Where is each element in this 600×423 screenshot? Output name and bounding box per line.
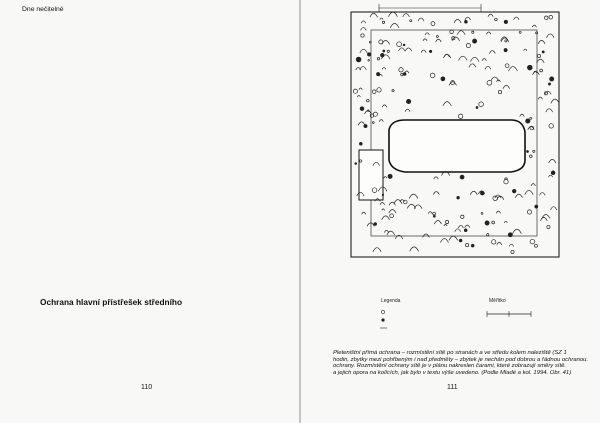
post-mark <box>492 221 495 224</box>
figure-caption <box>333 350 593 377</box>
text-line <box>22 79 286 87</box>
body-text <box>22 71 286 326</box>
post-mark <box>459 239 462 242</box>
text-line <box>22 139 286 147</box>
text-line <box>22 347 286 355</box>
caption-line: a jejich opora na kolících, jak bylo v textu výše uvedeno. (Podle Mladé a kol. 1994. Obr. 41) <box>333 370 572 377</box>
post-mark <box>485 221 489 225</box>
post-mark <box>513 229 522 233</box>
text-line <box>22 109 286 117</box>
post-mark <box>436 39 442 42</box>
text-line <box>22 71 286 79</box>
text-line <box>22 206 286 214</box>
post-mark <box>403 14 410 17</box>
post-mark <box>452 37 460 41</box>
post-mark <box>443 54 450 58</box>
legend-text: Legenda <box>381 298 401 304</box>
side-structure-outline <box>359 150 383 200</box>
post-mark <box>382 68 386 70</box>
text-line <box>22 354 286 362</box>
post-mark <box>546 109 553 112</box>
text-line <box>22 289 286 297</box>
post-mark <box>492 240 496 244</box>
right-page <box>301 0 600 423</box>
post-mark <box>549 15 553 19</box>
caption-line: Pleteništní přímá ochrana – rozmístění sítě po stranách a ve středu kolem naleziště (SZ 1 <box>333 350 567 356</box>
post-mark <box>434 221 441 225</box>
post-mark <box>397 42 402 47</box>
post-mark <box>381 53 385 57</box>
post-mark <box>540 193 546 196</box>
text-line <box>22 229 286 237</box>
post-mark <box>496 211 501 213</box>
header-line <box>22 14 286 22</box>
post-mark <box>405 48 412 51</box>
post-mark <box>382 209 385 211</box>
post-mark <box>549 175 553 177</box>
post-mark <box>545 16 548 19</box>
post-mark <box>370 13 378 17</box>
text-line <box>22 221 286 229</box>
post-mark <box>547 225 550 228</box>
post-mark <box>454 19 461 23</box>
text-line <box>22 324 286 332</box>
post-mark <box>538 54 541 57</box>
post-mark <box>372 122 374 124</box>
post-mark <box>515 194 522 198</box>
post-mark <box>479 102 484 107</box>
text-line <box>22 332 286 340</box>
post-mark <box>372 90 376 94</box>
post-mark <box>382 216 390 220</box>
post-mark <box>551 207 557 210</box>
post-mark <box>504 20 507 23</box>
post-mark <box>535 205 538 208</box>
post-mark <box>538 40 545 44</box>
post-mark <box>466 43 470 47</box>
post-mark <box>520 114 525 116</box>
post-mark <box>356 57 361 62</box>
post-mark <box>533 150 535 152</box>
post-mark <box>433 192 439 195</box>
text-line <box>22 199 286 207</box>
post-mark <box>524 49 527 51</box>
post-mark <box>538 97 542 99</box>
post-mark <box>540 217 547 220</box>
post-mark <box>519 31 521 33</box>
post-mark <box>512 189 516 193</box>
header-line: Dne nečitelné <box>22 6 64 13</box>
post-mark <box>449 236 458 240</box>
svg-text:Měřítko: Měřítko <box>489 298 506 304</box>
post-mark <box>390 24 399 28</box>
post-mark <box>551 99 560 103</box>
post-mark <box>362 212 366 214</box>
post-mark <box>399 68 403 72</box>
post-mark <box>489 51 495 54</box>
post-mark <box>465 20 468 23</box>
post-mark <box>535 244 538 247</box>
post-mark <box>530 155 533 158</box>
post-mark <box>536 32 538 34</box>
post-mark <box>465 17 471 20</box>
post-mark <box>503 85 510 88</box>
text-line <box>22 146 286 154</box>
post-mark <box>542 51 544 53</box>
page-number: 110 <box>141 384 153 391</box>
post-mark <box>525 190 534 194</box>
text-line <box>22 131 286 139</box>
post-mark <box>369 41 371 43</box>
post-mark <box>434 177 439 179</box>
section-heading: Ochrana hlavní přístřešek středního <box>40 297 183 307</box>
post-mark <box>481 213 483 215</box>
post-mark <box>353 89 357 93</box>
text-line <box>22 124 286 132</box>
post-mark <box>428 212 432 214</box>
text-line <box>22 94 286 102</box>
post-mark <box>459 56 468 60</box>
text-line <box>22 176 286 184</box>
post-mark <box>527 65 532 70</box>
text-line <box>22 274 286 282</box>
post-mark <box>401 73 403 75</box>
post-mark <box>458 114 462 118</box>
post-mark <box>361 34 364 37</box>
post-mark <box>505 64 509 68</box>
post-mark <box>504 221 507 223</box>
post-mark <box>421 50 426 53</box>
post-mark <box>431 22 435 26</box>
post-mark <box>410 247 419 251</box>
post-mark <box>550 77 554 81</box>
post-mark <box>526 119 530 123</box>
text-line <box>22 101 286 109</box>
text-line <box>22 169 286 177</box>
post-mark <box>359 88 362 90</box>
post-mark <box>487 234 489 236</box>
post-mark <box>469 64 476 68</box>
text-line <box>22 259 286 267</box>
post-mark <box>384 230 389 232</box>
post-mark <box>406 99 410 103</box>
text-line <box>22 154 286 162</box>
post-mark <box>410 20 412 22</box>
post-mark <box>461 215 464 218</box>
section-text <box>22 309 286 377</box>
post-mark <box>488 14 493 17</box>
post-mark <box>374 223 377 226</box>
post-mark <box>382 105 387 107</box>
post-mark <box>360 49 367 53</box>
text-line <box>22 266 286 274</box>
post-mark <box>460 175 464 179</box>
post-mark <box>471 244 474 247</box>
post-mark <box>547 34 555 38</box>
caption-line: ochrany. Rozmístění ochrany sítě je v plánu nakreslen čarami, které zobrazují směry sítě. <box>333 363 566 370</box>
post-mark <box>440 239 448 243</box>
post-mark <box>514 17 520 20</box>
post-mark <box>549 159 556 163</box>
post-mark <box>380 18 383 20</box>
post-mark <box>436 36 438 38</box>
post-mark <box>551 171 555 175</box>
plan-legend <box>380 298 531 328</box>
post-mark <box>450 30 454 34</box>
post-mark <box>511 250 514 253</box>
post-mark <box>383 50 385 52</box>
post-mark <box>457 31 465 35</box>
post-mark <box>418 18 424 21</box>
post-mark <box>403 44 405 46</box>
post-mark <box>379 120 383 122</box>
post-mark <box>380 203 385 205</box>
post-mark <box>446 220 449 223</box>
post-mark <box>377 58 379 60</box>
post-mark <box>384 177 387 179</box>
post-mark <box>361 28 367 31</box>
text-line <box>22 339 286 347</box>
post-mark <box>464 229 467 232</box>
text-line <box>22 86 286 94</box>
post-mark <box>433 215 435 217</box>
header-line <box>22 21 286 29</box>
post-mark <box>498 91 501 94</box>
post-mark <box>476 107 478 109</box>
post-mark <box>355 163 357 165</box>
post-mark <box>388 12 397 17</box>
post-mark <box>537 59 545 63</box>
text-line <box>22 244 286 252</box>
post-mark <box>377 88 381 92</box>
post-mark <box>433 212 436 215</box>
post-mark <box>470 191 477 195</box>
post-mark <box>504 49 507 52</box>
post-mark <box>423 39 427 41</box>
post-mark <box>549 124 553 128</box>
text-line <box>22 281 286 289</box>
post-mark <box>367 53 370 56</box>
post-mark <box>493 196 498 201</box>
post-mark <box>473 39 477 43</box>
post-mark <box>508 233 512 237</box>
post-mark <box>367 223 374 227</box>
post-mark <box>530 239 535 244</box>
post-mark <box>382 21 384 23</box>
caption-line: hodin, zbytky mezi pohřbeným i nad předměty – zbytek je nechán pod dobrou a řádnou ochranou. <box>333 356 589 363</box>
post-mark <box>443 102 451 106</box>
post-mark <box>485 66 491 69</box>
post-mark <box>548 83 550 85</box>
post-mark <box>466 244 469 247</box>
post-mark <box>457 196 460 199</box>
text-line <box>22 161 286 169</box>
post-mark <box>387 50 389 52</box>
post-mark <box>357 95 360 97</box>
post-mark <box>482 59 486 61</box>
central-structure-outline <box>389 120 525 172</box>
post-mark <box>360 107 364 111</box>
post-mark <box>441 77 445 81</box>
post-mark <box>425 33 429 35</box>
post-mark <box>455 229 461 232</box>
post-mark <box>409 194 418 198</box>
post-mark <box>359 142 362 145</box>
post-mark <box>527 151 529 153</box>
page-header <box>22 6 286 29</box>
post-mark <box>540 69 543 72</box>
post-mark <box>465 225 470 228</box>
post-mark <box>430 73 435 78</box>
text-line <box>22 116 286 124</box>
post-mark <box>390 214 394 218</box>
left-page <box>0 0 299 423</box>
post-mark <box>531 184 535 186</box>
post-mark <box>379 40 383 44</box>
text-line <box>22 214 286 222</box>
text-line <box>22 362 286 370</box>
post-mark <box>504 180 508 184</box>
post-mark <box>505 40 507 42</box>
post-mark <box>530 117 532 119</box>
post-mark <box>509 67 518 71</box>
post-mark <box>399 48 405 51</box>
post-mark <box>361 21 366 23</box>
post-mark <box>444 224 447 226</box>
post-mark <box>368 60 370 62</box>
post-mark <box>532 25 536 27</box>
post-mark <box>527 210 531 214</box>
text-line <box>22 369 286 377</box>
post-mark <box>364 125 367 128</box>
post-mark <box>405 109 410 112</box>
post-mark <box>497 242 502 245</box>
post-mark <box>392 90 394 92</box>
text-line <box>22 309 286 317</box>
text-line <box>22 191 286 199</box>
post-mark <box>429 50 431 52</box>
post-mark <box>388 174 392 178</box>
post-mark <box>458 225 463 228</box>
post-mark <box>470 57 479 61</box>
post-mark <box>495 18 498 21</box>
text-line <box>22 251 286 259</box>
text-line <box>22 317 286 325</box>
post-mark <box>373 248 381 252</box>
post-mark <box>382 194 384 196</box>
post-mark <box>367 99 370 102</box>
post-mark <box>472 31 474 33</box>
post-mark <box>487 32 491 34</box>
text-line <box>22 184 286 192</box>
text-line <box>22 236 286 244</box>
post-mark <box>389 210 396 214</box>
page-number: 111 <box>447 384 458 391</box>
post-mark <box>509 244 513 246</box>
